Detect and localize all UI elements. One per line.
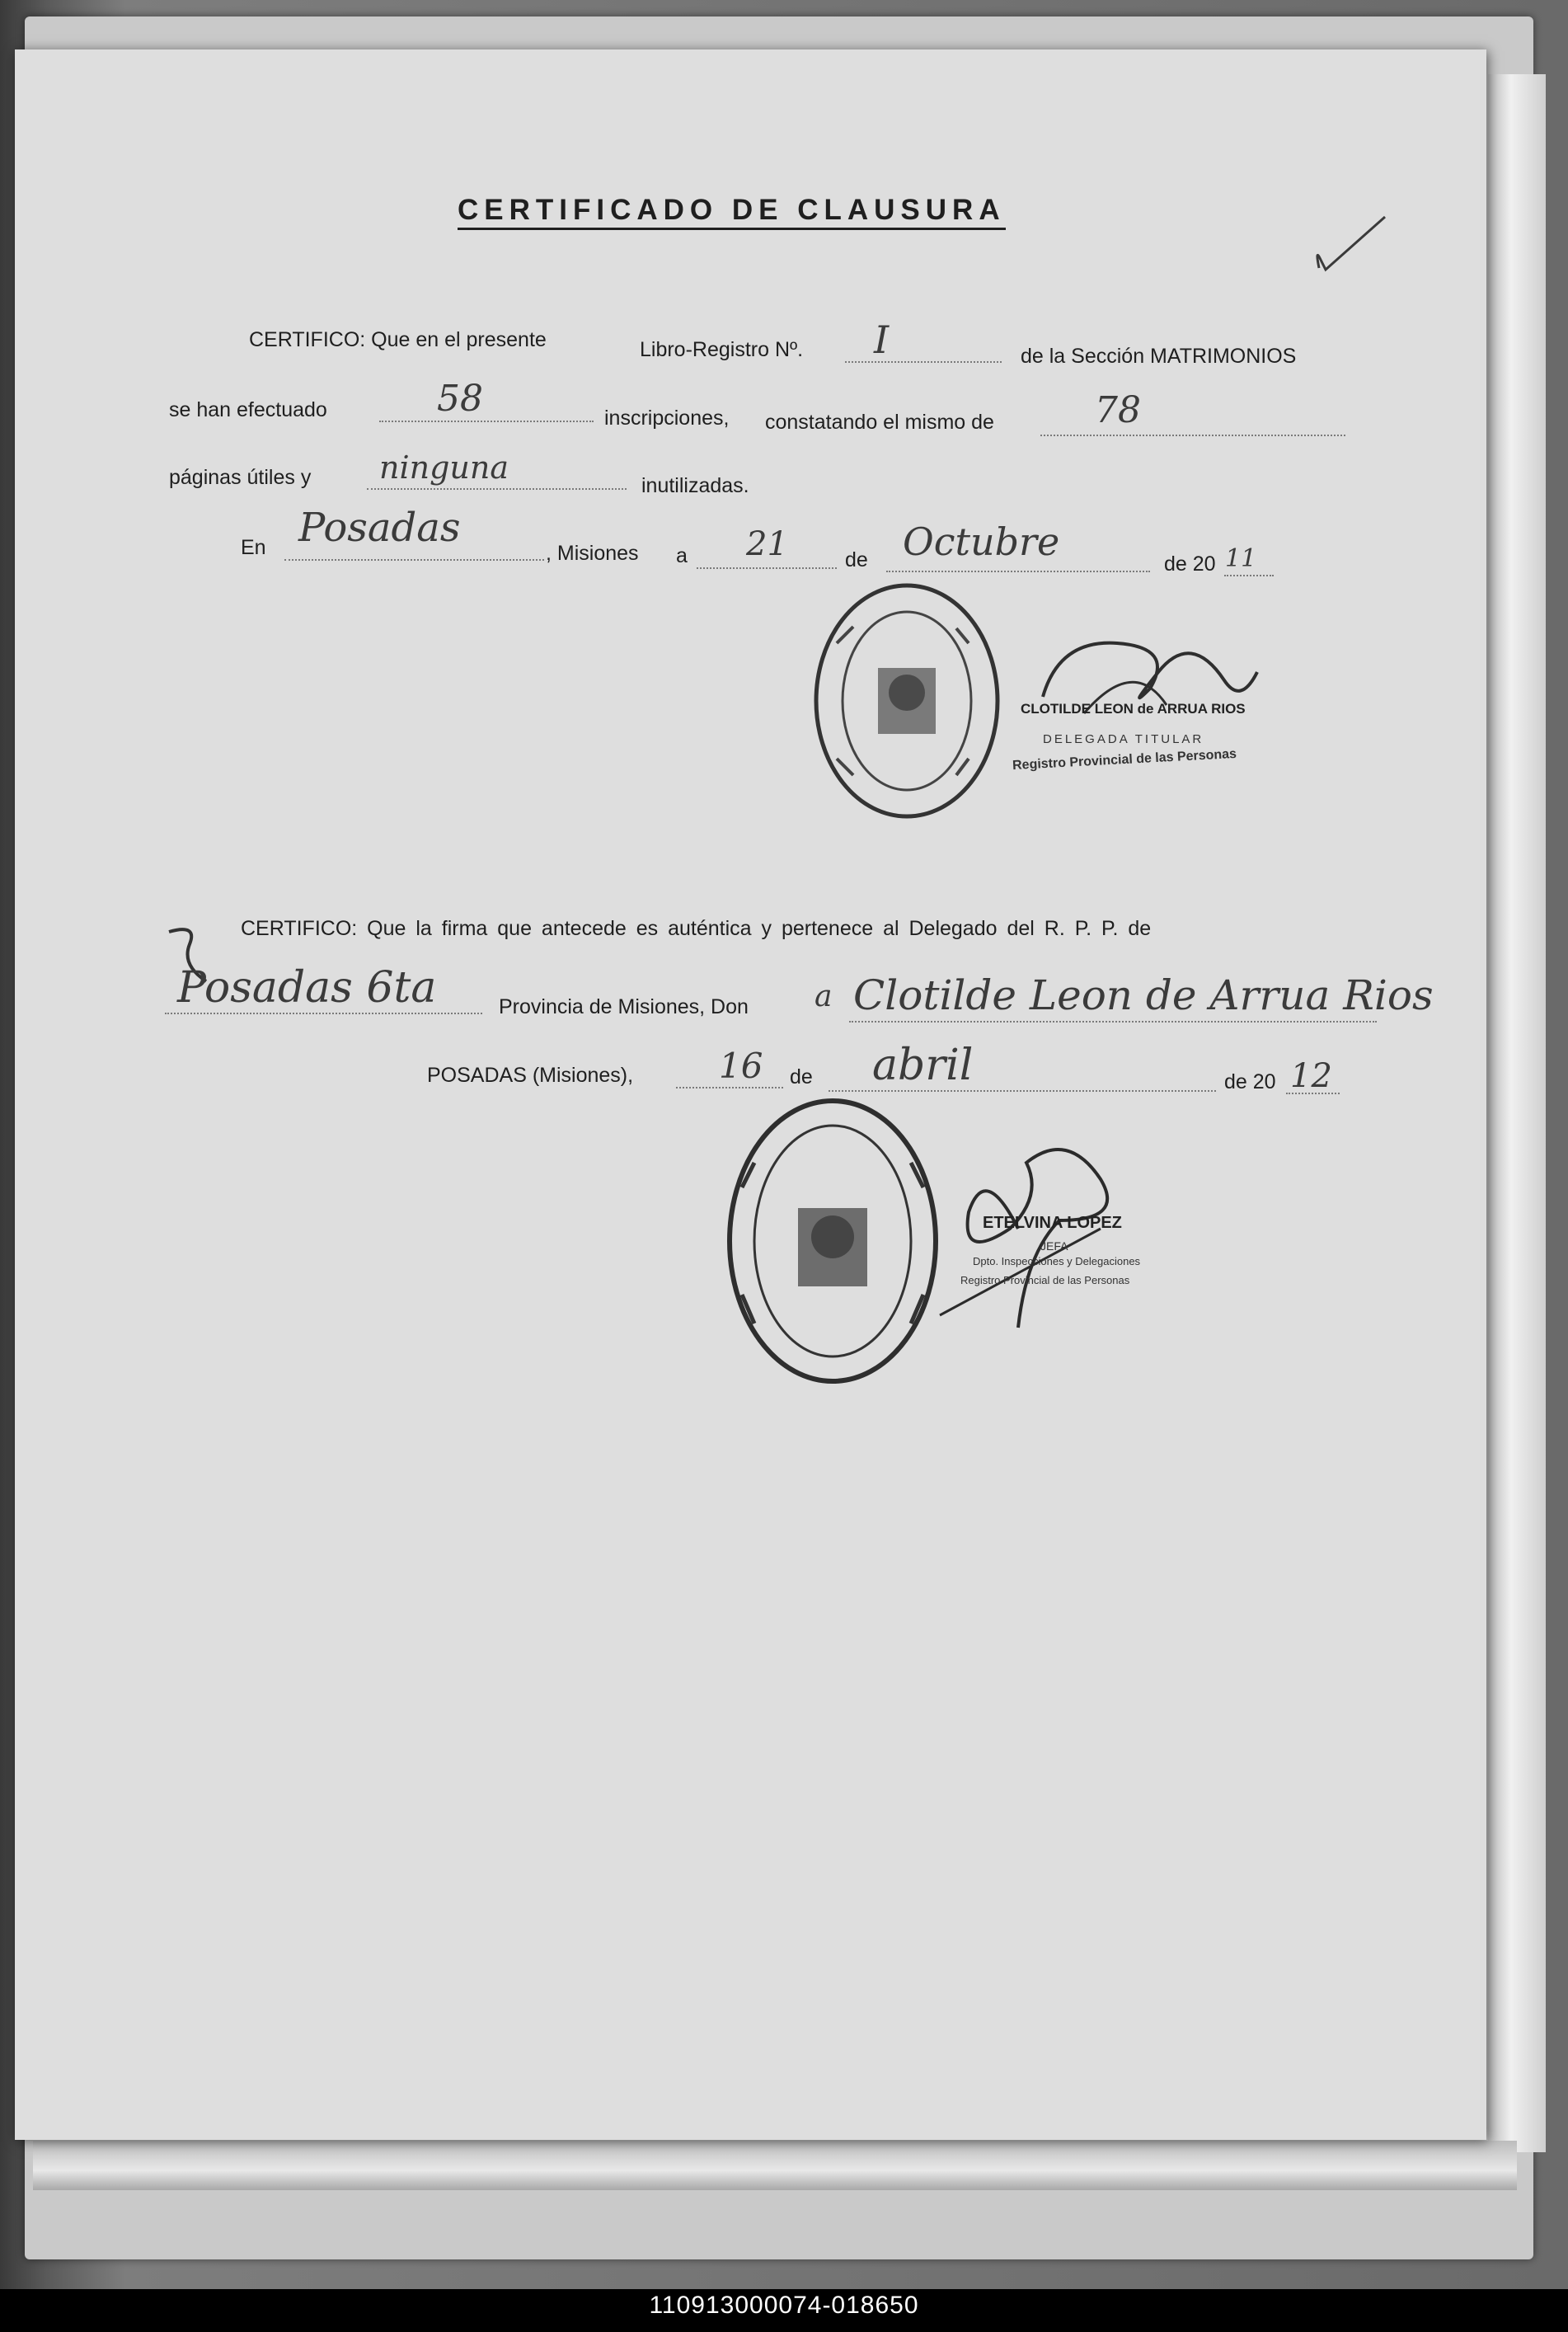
stamp1-org: Registro Provincial de las Personas — [1012, 746, 1237, 773]
libro-number-line — [845, 361, 1002, 363]
stamp1-role: DELEGADA TITULAR — [1043, 732, 1204, 746]
cert1-line3-prefix: páginas útiles y — [169, 466, 312, 489]
ninguna-line — [367, 488, 627, 490]
place-line — [284, 559, 544, 561]
pages-count-line — [1040, 435, 1345, 436]
ninguna-value: ninguna — [379, 449, 509, 486]
city-label: POSADAS (Misiones), — [427, 1064, 634, 1087]
section-label: de la Sección MATRIMONIOS — [1021, 345, 1297, 368]
stamp2-role: JEFA — [1040, 1239, 1068, 1253]
cert1-line2-suffix: constatando el mismo de — [765, 411, 994, 434]
cert2-place: Posadas 6ta — [177, 963, 437, 1013]
libro-number: I — [874, 317, 890, 362]
cert2-line1: CERTIFICO: Que la firma que antecede es auténtica y pertenece al Delegado del R. P. P. de — [241, 917, 1152, 940]
stamp2-dept: Dpto. Inspecciones y Delegaciones — [973, 1255, 1141, 1267]
person-line — [849, 1021, 1377, 1023]
libro-label: Libro-Registro Nº. — [640, 338, 804, 361]
month-line — [886, 571, 1150, 572]
cert2-day: 16 — [719, 1046, 763, 1086]
official-seal-2 — [717, 1088, 948, 1394]
pages-count: 78 — [1095, 389, 1141, 431]
cert2-year-line — [1286, 1093, 1340, 1094]
cert1-line3-suffix: inutilizadas. — [641, 474, 749, 497]
a-label: a — [676, 544, 688, 567]
cert1-line2-middle: inscripciones, — [604, 407, 730, 430]
official-seal-1 — [804, 577, 1010, 825]
check-mark-icon — [1311, 210, 1393, 276]
cert2-place-line — [165, 1013, 482, 1014]
cert2-month: abril — [872, 1041, 974, 1090]
cert2-year-prefix: de 20 — [1224, 1070, 1276, 1093]
day-line — [697, 567, 837, 569]
stamp2-org: Registro Provincial de las Personas — [960, 1274, 1130, 1286]
year-line — [1224, 575, 1274, 576]
stamp2-name: ETELVINA LOPEZ — [983, 1214, 1122, 1232]
day-value: 21 — [746, 525, 788, 563]
stamp1-name: CLOTILDE LEON de ARRUA RIOS — [1021, 701, 1246, 717]
inscripciones-line — [379, 421, 594, 422]
place-value: Posadas — [298, 505, 461, 551]
cert2-de-label: de — [790, 1065, 813, 1088]
page-edge-right — [1488, 74, 1546, 2152]
month-value: Octubre — [903, 520, 1060, 564]
cert2-year-suffix: 12 — [1290, 1057, 1332, 1095]
document-title: CERTIFICADO DE CLAUSURA — [458, 194, 1006, 230]
don-suffix: a — [815, 980, 833, 1013]
cert1-line2-prefix: se han efectuado — [169, 398, 327, 421]
provincia-label: Provincia de Misiones, Don — [499, 995, 749, 1018]
inscripciones-count: 58 — [437, 378, 483, 420]
misiones-label: , Misiones — [546, 542, 639, 565]
year-prefix: de 20 — [1164, 552, 1216, 576]
page-edge-bottom — [33, 2141, 1517, 2190]
de-label: de — [845, 548, 868, 571]
person-name: Clotilde Leon de Arrua Rios — [853, 971, 1434, 1019]
document-id: 110913000074-018650 — [649, 2292, 919, 2319]
year-suffix: 11 — [1225, 544, 1257, 573]
cert1-line1-prefix: CERTIFICO: Que en el presente — [249, 328, 547, 351]
en-label: En — [241, 536, 266, 559]
